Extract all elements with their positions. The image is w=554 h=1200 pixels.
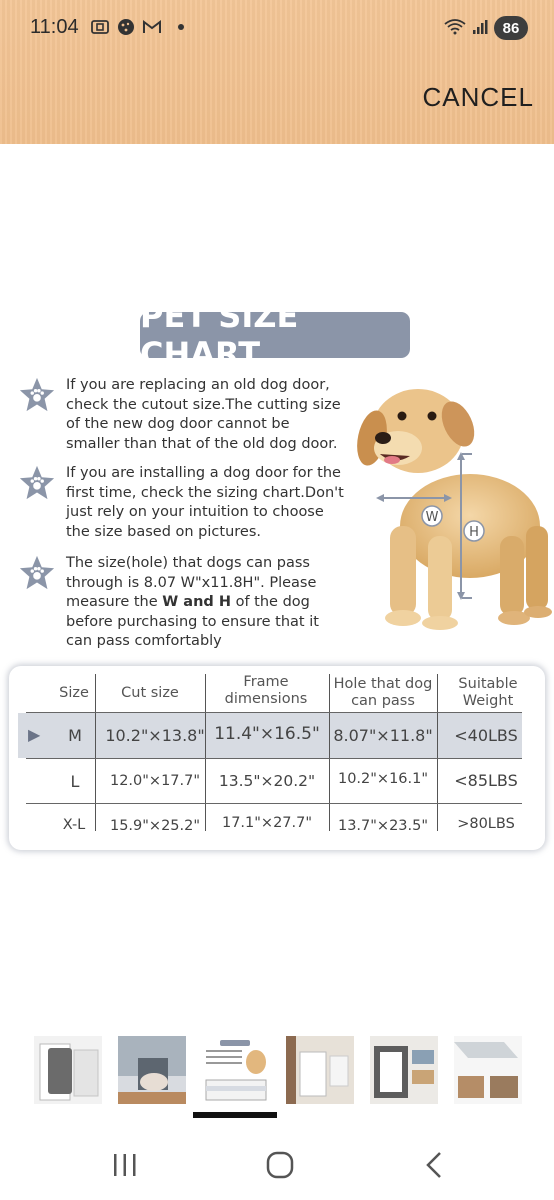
back-button[interactable] xyxy=(414,1145,454,1185)
tip-text: If you are installing a dog door for the first time, check the sizing chart.Don't just rely on your intuition to choose the size based on pictures. xyxy=(66,465,344,540)
thumbnail-4[interactable] xyxy=(286,1036,354,1104)
table-header-cut-size: Cut size xyxy=(121,685,179,701)
table-divider xyxy=(205,674,206,831)
dog-door-frame-thumb-image xyxy=(34,1036,102,1104)
selected-row-arrow-icon: ▶ xyxy=(28,727,41,744)
tip-text: If you are replacing an old dog door, check the cutout size.The cutting size of the new dog door cannot be smaller than that of the old dog door. xyxy=(66,377,341,452)
thumbnail-1[interactable] xyxy=(34,1036,102,1104)
paw-star-icon xyxy=(18,376,56,414)
tip-first-install xyxy=(18,464,344,542)
height-marker-label: H xyxy=(469,525,479,540)
door-installation-thumb-image xyxy=(286,1036,354,1104)
recent-apps-button[interactable] xyxy=(105,1145,145,1185)
thumbnail-6[interactable] xyxy=(454,1036,522,1104)
status-time: 11:04 xyxy=(30,16,79,38)
cancel-button[interactable]: CANCEL xyxy=(422,82,534,112)
product-image-size-chart[interactable] xyxy=(0,144,554,1024)
chart-title: PET SIZE CHART xyxy=(140,312,410,358)
recent-apps-icon xyxy=(112,1153,138,1177)
system-navigation-bar xyxy=(0,1125,554,1200)
table-cell: 12.0"×17.7" xyxy=(109,773,201,789)
wifi-icon xyxy=(444,19,466,38)
header-bar xyxy=(0,0,554,144)
table-cell: 11.4"×16.5" xyxy=(214,724,320,744)
image-thumbnail-strip xyxy=(34,1036,524,1104)
table-cell: 13.5"×20.2" xyxy=(218,772,316,790)
more-notifications-dot xyxy=(178,24,184,30)
thumbnail-2[interactable] xyxy=(118,1036,186,1104)
emphasis-w-and-h: W and H xyxy=(162,594,231,610)
table-cell: L xyxy=(70,772,80,791)
table-cell: 17.1"×27.7" xyxy=(221,815,313,831)
dog-through-door-thumb-image xyxy=(118,1036,186,1104)
gmail-icon xyxy=(142,17,162,37)
thumbnail-5[interactable] xyxy=(370,1036,438,1104)
table-cell: <85LBS xyxy=(454,771,518,790)
status-notification-icons xyxy=(90,17,184,37)
table-cell: 15.9"×25.2" xyxy=(109,818,201,834)
table-cell: >80LBS xyxy=(457,816,515,832)
screenshot-icon xyxy=(90,17,110,37)
signal-icon xyxy=(472,19,488,38)
battery-indicator: 86 xyxy=(494,16,528,40)
door-detail-thumb-image xyxy=(454,1036,522,1104)
tip-text: The size(hole) that dogs can pass through is 8.07 W"x11.8H". Please measure the W and H of the dog before purchasing to ensure that it can pass comfortably xyxy=(66,555,319,649)
table-cell: M xyxy=(68,726,82,745)
table-header-size: Size xyxy=(59,685,89,701)
width-marker-label: W xyxy=(425,510,439,525)
table-divider xyxy=(26,712,522,713)
table-header-hole: Hole that dog can pass xyxy=(333,676,433,709)
door-features-thumb-image xyxy=(370,1036,438,1104)
home-icon xyxy=(266,1151,294,1179)
table-divider xyxy=(26,758,522,759)
tip-replace-door xyxy=(18,376,344,454)
back-icon xyxy=(424,1151,444,1179)
cookie-app-icon xyxy=(116,17,136,37)
table-cell: 8.07"×11.8" xyxy=(333,726,433,745)
status-system-icons xyxy=(444,16,528,40)
tip-hole-size xyxy=(18,554,344,652)
table-divider xyxy=(437,674,438,831)
table-cell: X-L xyxy=(62,817,86,833)
table-divider xyxy=(26,803,522,804)
size-chart-thumb-image xyxy=(202,1036,270,1104)
selected-thumbnail-indicator xyxy=(193,1112,277,1118)
table-cell: 10.2"×13.8" xyxy=(105,726,205,745)
table-cell: 13.7"×23.5" xyxy=(337,818,429,834)
table-header-frame-dimensions: Frame dimensions xyxy=(224,674,308,707)
table-header-weight: Suitable Weight xyxy=(458,676,518,709)
table-cell: 10.2"×16.1" xyxy=(337,771,429,787)
table-cell: <40LBS xyxy=(454,726,518,745)
paw-star-icon xyxy=(18,464,56,502)
puppy-illustration xyxy=(350,376,554,631)
paw-star-icon xyxy=(18,554,56,592)
thumbnail-3-selected[interactable] xyxy=(202,1036,270,1104)
home-button[interactable] xyxy=(260,1145,300,1185)
